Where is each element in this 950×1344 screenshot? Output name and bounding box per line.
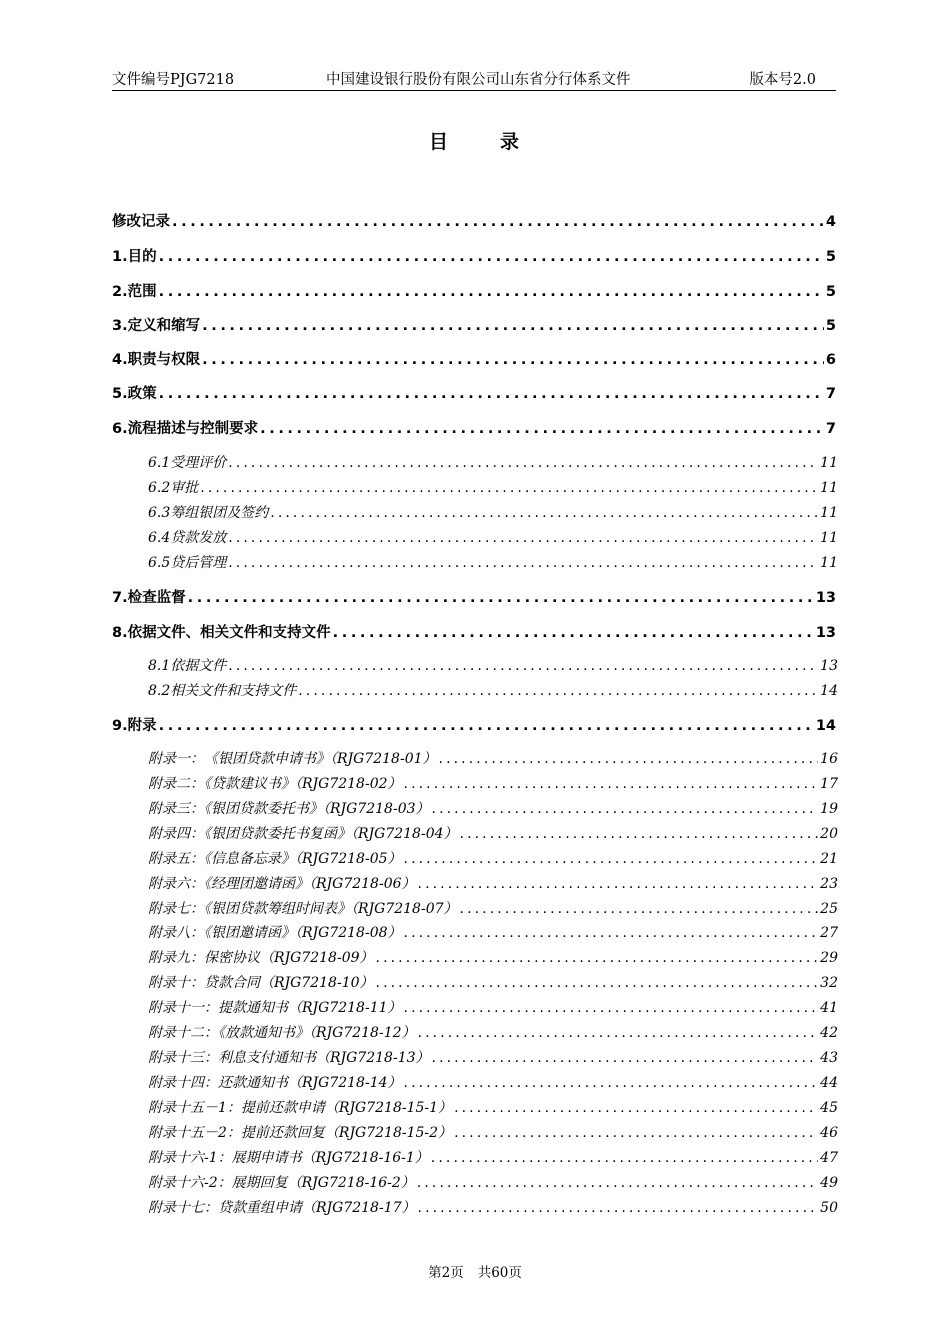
toc-entry-page: 5	[825, 249, 836, 265]
toc-entry-label: 6.1受理评价	[148, 455, 227, 471]
toc-entry[interactable]	[148, 502, 838, 522]
toc-dot-leader	[439, 751, 819, 767]
toc-dot-leader	[270, 505, 818, 521]
toc-dot-leader	[202, 352, 824, 368]
version-number: 版本号2.0	[749, 72, 816, 88]
toc-entry-label: 2.范围	[112, 284, 157, 300]
toc-dot-leader	[376, 975, 819, 991]
toc-entry[interactable]	[148, 452, 838, 472]
toc-entry-label: 附录七：《银团贷款筹组时间表》（RJG7218-07）	[148, 901, 458, 917]
toc-entry[interactable]	[148, 823, 838, 843]
toc-entry[interactable]	[148, 1022, 838, 1042]
toc-entry-page: 45	[820, 1100, 838, 1116]
toc-dot-leader	[228, 658, 818, 674]
toc-entry-label: 5.政策	[112, 386, 157, 402]
toc-dot-leader	[418, 1025, 819, 1041]
toc-dot-leader	[159, 386, 824, 402]
toc-entry-label: 附录十：贷款合同（RJG7218-10）	[148, 975, 374, 991]
toc-entry-label: 6.5贷后管理	[148, 555, 227, 571]
toc-entry-label: 7.检查监督	[112, 590, 186, 606]
toc-entry-page: 41	[820, 1000, 838, 1016]
toc-dot-leader	[432, 801, 819, 817]
toc-entry-label: 3.定义和缩写	[112, 318, 201, 334]
toc-entry[interactable]	[148, 527, 838, 547]
toc-entry-label: 附录八：《银团邀请函》（RJG7218-08）	[148, 925, 402, 941]
toc-entry[interactable]	[148, 552, 838, 572]
toc-entry-page: 25	[820, 901, 838, 917]
toc-entry[interactable]	[148, 1122, 838, 1142]
toc-entry-label: 8.2相关文件和支持文件	[148, 683, 297, 699]
toc-entry[interactable]	[112, 586, 836, 607]
toc-entry-page: 13	[815, 590, 836, 606]
toc-entry[interactable]	[112, 314, 836, 335]
toc-entry-label: 附录十六-1：展期申请书（RJG7218-16-1）	[148, 1150, 429, 1166]
toc-entry-page: 16	[820, 751, 838, 767]
toc-entry[interactable]	[148, 655, 838, 675]
toc-entry-label: 附录三：《银团贷款委托书》（RJG7218-03）	[148, 801, 430, 817]
toc-entry-page: 11	[820, 505, 838, 521]
toc-entry-label: 附录十二：《放款通知书》（RJG7218-12）	[148, 1025, 416, 1041]
toc-entry-page: 7	[825, 386, 836, 402]
toc-dot-leader	[404, 776, 819, 792]
toc-dot-leader	[188, 590, 814, 606]
toc-entry-page: 19	[820, 801, 838, 817]
toc-entry[interactable]	[148, 748, 838, 768]
page-footer	[0, 1261, 950, 1281]
toc-entry[interactable]	[148, 922, 838, 942]
toc-entry-label: 8.1依据文件	[148, 658, 227, 674]
toc-entry-page: 23	[820, 876, 838, 892]
toc-entry-page: 11	[820, 480, 838, 496]
toc-entry-label: 6.2审批	[148, 480, 199, 496]
toc-dot-leader	[172, 214, 824, 230]
toc-entry-label: 附录五：《信息备忘录》（RJG7218-05）	[148, 851, 402, 867]
toc-entry-label: 附录十三：利息支付通知书（RJG7218-13）	[148, 1050, 430, 1066]
toc-entry[interactable]	[148, 997, 838, 1017]
toc-entry[interactable]	[112, 382, 836, 403]
toc-entry-label: 附录一： 《银团贷款申请书》（RJG7218-01）	[148, 751, 437, 767]
toc-entry-page: 17	[820, 776, 838, 792]
toc-entry-page: 27	[820, 925, 838, 941]
toc-entry-page: 5	[825, 318, 836, 334]
toc-dot-leader	[159, 249, 824, 265]
toc-dot-leader	[404, 851, 819, 867]
toc-entry-page: 32	[820, 975, 838, 991]
toc-entry-label: 附录九：保密协议（RJG7218-09）	[148, 950, 374, 966]
toc-entry[interactable]	[148, 947, 838, 967]
document-number: 文件编号PJG7218	[112, 72, 235, 88]
toc-entry-page: 4	[825, 214, 836, 230]
toc-entry-label: 6.4贷款发放	[148, 530, 227, 546]
toc-entry-page: 13	[815, 625, 836, 641]
toc-entry-page: 29	[820, 950, 838, 966]
toc-entry-page: 14	[820, 683, 838, 699]
toc-entry[interactable]	[148, 848, 838, 868]
organization-title: 中国建设银行股份有限公司山东省分行体系文件	[326, 72, 631, 88]
toc-entry[interactable]	[148, 773, 838, 793]
toc-entry-label: 修改记录	[112, 214, 170, 230]
toc-entry[interactable]	[112, 621, 836, 642]
toc-entry-page: 49	[820, 1175, 838, 1191]
toc-entry[interactable]	[148, 1072, 838, 1092]
toc-dot-leader	[376, 950, 819, 966]
toc-entry[interactable]	[112, 348, 836, 369]
toc-dot-leader	[159, 284, 824, 300]
toc-entry-label: 附录六：《经理团邀请函》（RJG7218-06）	[148, 876, 416, 892]
toc-entry-label: 附录十四：还款通知书（RJG7218-14）	[148, 1075, 402, 1091]
page-number: 第2页	[428, 1265, 464, 1281]
toc-entry-label: 1.目的	[112, 249, 157, 265]
toc-entry-page: 46	[820, 1125, 838, 1141]
toc-entry-page: 14	[815, 718, 836, 734]
toc-entry-label: 附录十五－1：提前还款申请（RJG7218-15-1）	[148, 1100, 453, 1116]
toc-dot-leader	[432, 1050, 819, 1066]
toc-entry-page: 11	[820, 555, 838, 571]
toc-dot-leader	[202, 318, 824, 334]
toc-entry-page: 6	[825, 352, 836, 368]
toc-dot-leader	[418, 876, 819, 892]
toc-entry-label: 附录十五－2：提前还款回复（RJG7218-15-2）	[148, 1125, 453, 1141]
toc-entry[interactable]	[148, 898, 838, 918]
toc-dot-leader	[260, 421, 824, 437]
toc-entry[interactable]	[112, 280, 836, 301]
toc-entry-page: 13	[820, 658, 838, 674]
toc-entry-page: 44	[820, 1075, 838, 1091]
toc-entry-page: 47	[820, 1150, 838, 1166]
toc-dot-leader	[417, 1175, 818, 1191]
title-char-1: 目	[428, 131, 450, 153]
toc-entry[interactable]	[112, 245, 836, 266]
toc-entry[interactable]	[148, 1197, 838, 1217]
toc-entry[interactable]	[148, 873, 838, 893]
toc-dot-leader	[333, 625, 814, 641]
toc-entry-label: 附录十六-2：展期回复（RJG7218-16-2）	[148, 1175, 415, 1191]
toc-entry[interactable]	[112, 417, 836, 438]
toc-entry-label: 9.附录	[112, 718, 157, 734]
toc-entry-label: 4.职责与权限	[112, 352, 201, 368]
toc-dot-leader	[431, 1150, 818, 1166]
toc-entry[interactable]	[112, 210, 836, 231]
toc-dot-leader	[298, 683, 818, 699]
toc-dot-leader	[159, 718, 814, 734]
toc-dot-leader	[228, 555, 818, 571]
toc-entry-label: 附录十七：贷款重组申请（RJG7218-17）	[148, 1200, 416, 1216]
toc-entry[interactable]	[148, 972, 838, 992]
toc-entry-page: 21	[820, 851, 838, 867]
toc-entry[interactable]	[148, 477, 838, 497]
toc-entry-page: 20	[820, 826, 838, 842]
toc-dot-leader	[418, 1200, 819, 1216]
toc-entry-page: 50	[820, 1200, 838, 1216]
toc-entry-page: 43	[820, 1050, 838, 1066]
toc-entry-page: 11	[820, 530, 838, 546]
toc-entry[interactable]	[148, 1172, 838, 1192]
page-total: 共60页	[477, 1265, 522, 1281]
toc-entry-label: 附录四：《银团贷款委托书复函》（RJG7218-04）	[148, 826, 458, 842]
title-char-2: 录	[500, 131, 522, 153]
toc-entry-label: 6.3筹组银团及签约	[148, 505, 269, 521]
toc-entry-page: 5	[825, 284, 836, 300]
toc-dot-leader	[200, 480, 818, 496]
toc-entry-page: 7	[825, 421, 836, 437]
toc-dot-leader	[404, 1075, 819, 1091]
toc-entry[interactable]	[112, 714, 836, 735]
toc-entry[interactable]	[148, 680, 838, 700]
toc-dot-leader	[454, 1100, 818, 1116]
toc-dot-leader	[460, 901, 819, 917]
toc-dot-leader	[404, 1000, 819, 1016]
toc-entry-label: 附录十一：提款通知书（RJG7218-11）	[148, 1000, 402, 1016]
toc-entry-page: 11	[820, 455, 838, 471]
toc-dot-leader	[404, 925, 819, 941]
toc-entry[interactable]	[148, 798, 838, 818]
toc-entry[interactable]	[148, 1147, 838, 1167]
toc-entry-label: 附录二：《贷款建议书》（RJG7218-02）	[148, 776, 402, 792]
toc-entry[interactable]	[148, 1047, 838, 1067]
toc-entry-label: 6.流程描述与控制要求	[112, 421, 259, 437]
toc-dot-leader	[460, 826, 819, 842]
toc-dot-leader	[454, 1125, 818, 1141]
toc-entry[interactable]	[148, 1097, 838, 1117]
toc-dot-leader	[228, 455, 818, 471]
toc-dot-leader	[228, 530, 818, 546]
toc-entry-label: 8.依据文件、相关文件和支持文件	[112, 625, 331, 641]
toc-entry-page: 42	[820, 1025, 838, 1041]
